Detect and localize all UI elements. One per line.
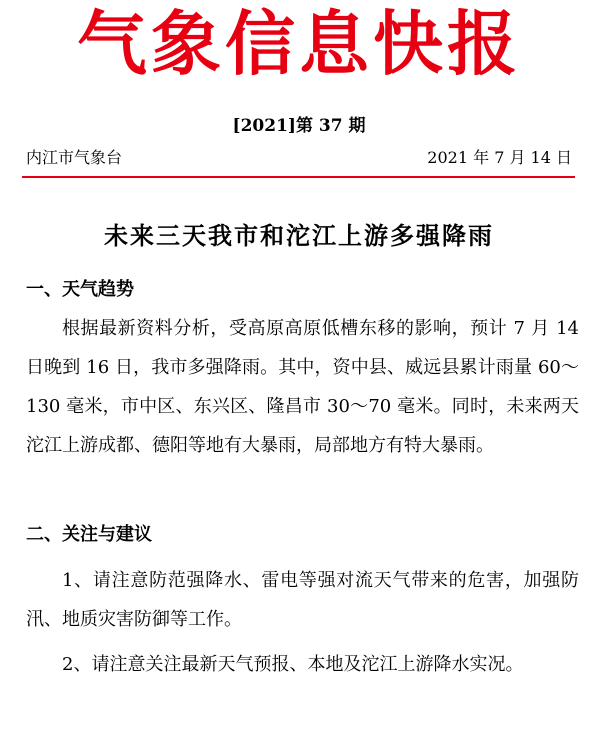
weather-trend-paragraph: 根据最新资料分析，受高原高原低槽东移的影响，预计 7 月 14 日晚到 16 日，我市多强降雨。其中，资中县、威远县累计雨量 60～130 毫米，市中区、东兴区、隆昌市 30～70 毫米。同时，未来两天沱江上游成都、德阳等地有大暴雨，局部地方有特大暴雨。 <box>26 318 579 456</box>
issuer-name: 内江市气象台 <box>26 148 123 167</box>
section-heading-advice: 二、关注与建议 <box>26 524 152 545</box>
meta-row <box>26 146 572 170</box>
red-divider <box>22 176 575 178</box>
advice-paragraph-1: 1、请注意防范强降水、雷电等强对流天气带来的危害，加强防汛、地质灾害防御等工作。 <box>26 570 579 630</box>
issue-number: [2021]第 37 期 <box>232 116 366 136</box>
headline: 未来三天我市和沱江上游多强降雨 <box>104 221 494 250</box>
advice-paragraph-2: 2、请注意关注最新天气预报、本地及沱江上游降水实况。 <box>62 654 524 675</box>
issue-date: 2021 年 7 月 14 日 <box>427 148 572 167</box>
section-heading-weather-trend: 一、天气趋势 <box>26 279 134 300</box>
masthead-title: 气象信息快报 <box>77 3 521 85</box>
